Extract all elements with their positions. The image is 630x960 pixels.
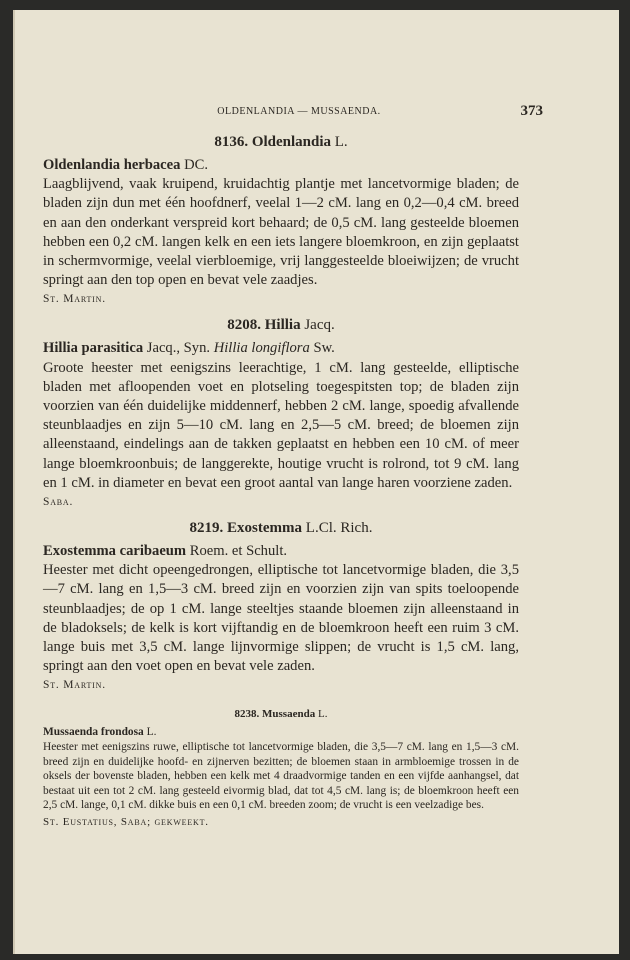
species-name: Hillia parasitica <box>43 340 144 357</box>
locality: St. Eustatius, Saba; gekweekt. <box>43 816 209 829</box>
page-body <box>43 132 519 837</box>
page-header <box>55 103 543 123</box>
species-description: Groote heester met eenigszins leerachtige, 1 cM. lang gesteelde, elliptische bladen met afloopenden voet en plotseling toegespitsten top; de bladen zijn voorzien van één duidelijke middennerf, hebben 2 cM. lange, spoedig afvallende steunblaadjes en zijn 5—10 cM. lang en 2,5—5 cM. breed; de bloemen zijn alleenstaand, eindelings aan de takken geplaatst en hebben een 10 cM. of meer lange bloemkroonbuis; de langgerekte, houtige vrucht is rolrond, tot 9 cM. lang en 1 cM. in diameter en bevat een groot aantal van lange haren voorziene zaden. <box>43 359 519 491</box>
species-line <box>43 156 519 175</box>
genus-author: L.Cl. Rich. <box>305 520 373 537</box>
locality: St. Martin. <box>43 293 106 306</box>
entry-number: 8208. <box>227 317 261 334</box>
genus-name: Mussaenda <box>262 708 316 721</box>
entry-mussaenda <box>43 705 519 831</box>
book-page <box>13 10 619 954</box>
entry-exostemma <box>43 518 519 695</box>
species-author: Roem. et Schult. <box>189 543 288 560</box>
genus-author: L. <box>334 134 348 150</box>
entry-number: 8219. <box>189 520 224 537</box>
genus-heading <box>43 705 519 723</box>
locality: Saba. <box>43 496 74 509</box>
synonym-author: Sw. <box>313 340 335 357</box>
species-name: Exostemma caribaeum <box>43 543 187 560</box>
genus-heading <box>43 315 519 335</box>
genus-author: L. <box>317 708 328 721</box>
genus-author: Jacq. <box>304 317 335 334</box>
genus-name: Oldenlandia <box>251 134 332 150</box>
species-line <box>43 339 519 358</box>
species-description: Heester met eenigszins ruwe, elliptische tot lancetvormige bladen, die 3,5—7 cM. lang en 1,5—3 cM. breed zijn en duidelijke hoofd- en zijnerven bezitten; de bloemen staan in armbloemige trossen in de oksels der bovenste bladen, hebben een kelk met 4 draadvormige tanden en een vijfde aanhangsel, dat bestaat uit een tot 2 cM. lang gesteeld eivormig blad, dat tot 4,5 cM. lang is; de bloemkroon heeft een 2,5 cM. lange, 0,1 cM. dikke buis en een 0,1 cM. breeden zoom; de vrucht is een veelzadige bes. <box>43 741 519 812</box>
entry-number: 8238. <box>234 708 260 721</box>
species-name: Mussaenda frondosa <box>43 726 144 739</box>
genus-name: Hillia <box>264 317 301 334</box>
page-number: 373 <box>520 103 543 119</box>
genus-name: Exostemma <box>227 520 303 537</box>
entry-oldenlandia <box>43 132 519 309</box>
species-author: L. <box>146 726 157 739</box>
species-author: DC. <box>184 157 209 173</box>
species-description: Laagblijvend, vaak kruipend, kruidachtig plantje met lancetvormige bladen; de bladen zijn dun met één hoofdnerf, veelal 1—2 cM. lang en 0,2—0,4 cM. breed en aan den onderkant verspreid kort behaard; de 0,5 cM. lang gesteelde bloemen hebben een 0,2 cM. langen kelk en een iets langere bloemkroon, en zijn geplaatst in schermvormige, veelal vierbloemige, vrij langgesteelde bloeiwijzen; de vrucht springt aan den top open en bevat vele zaadjes. <box>43 176 519 289</box>
running-title: OLDENLANDIA — MUSSAENDA. <box>217 106 381 117</box>
genus-heading <box>43 518 519 538</box>
species-description: Heester met dicht opeengedrongen, elliptische tot lancetvormige bladen, die 3,5—7 cM. lang en 1,5—3 cM. breed zijn en voorzien zijn van spits toeloopende steunblaadjes; de op 1 cM. lange steeltjes staande bloemen zijn alleenstaand in de bladoksels; de kelk is kort vijftandig en de bloemkroon heeft een ruim 3 cM. lange buis met 3,5 cM. lange lijnvormige slippen; de vrucht is 1,5 cM. lang, springt aan den voet open en bevat vele zaden. <box>43 562 519 675</box>
genus-heading <box>43 132 519 152</box>
entry-number: 8136. <box>214 134 249 150</box>
species-author: Jacq., Syn. <box>146 340 211 357</box>
species-line <box>43 725 519 740</box>
species-name: Oldenlandia herbacea <box>43 157 181 173</box>
entry-hillia <box>43 315 519 512</box>
locality: St. Martin. <box>43 679 106 692</box>
species-line <box>43 542 519 561</box>
synonym-name: Hillia longiflora <box>213 340 310 357</box>
